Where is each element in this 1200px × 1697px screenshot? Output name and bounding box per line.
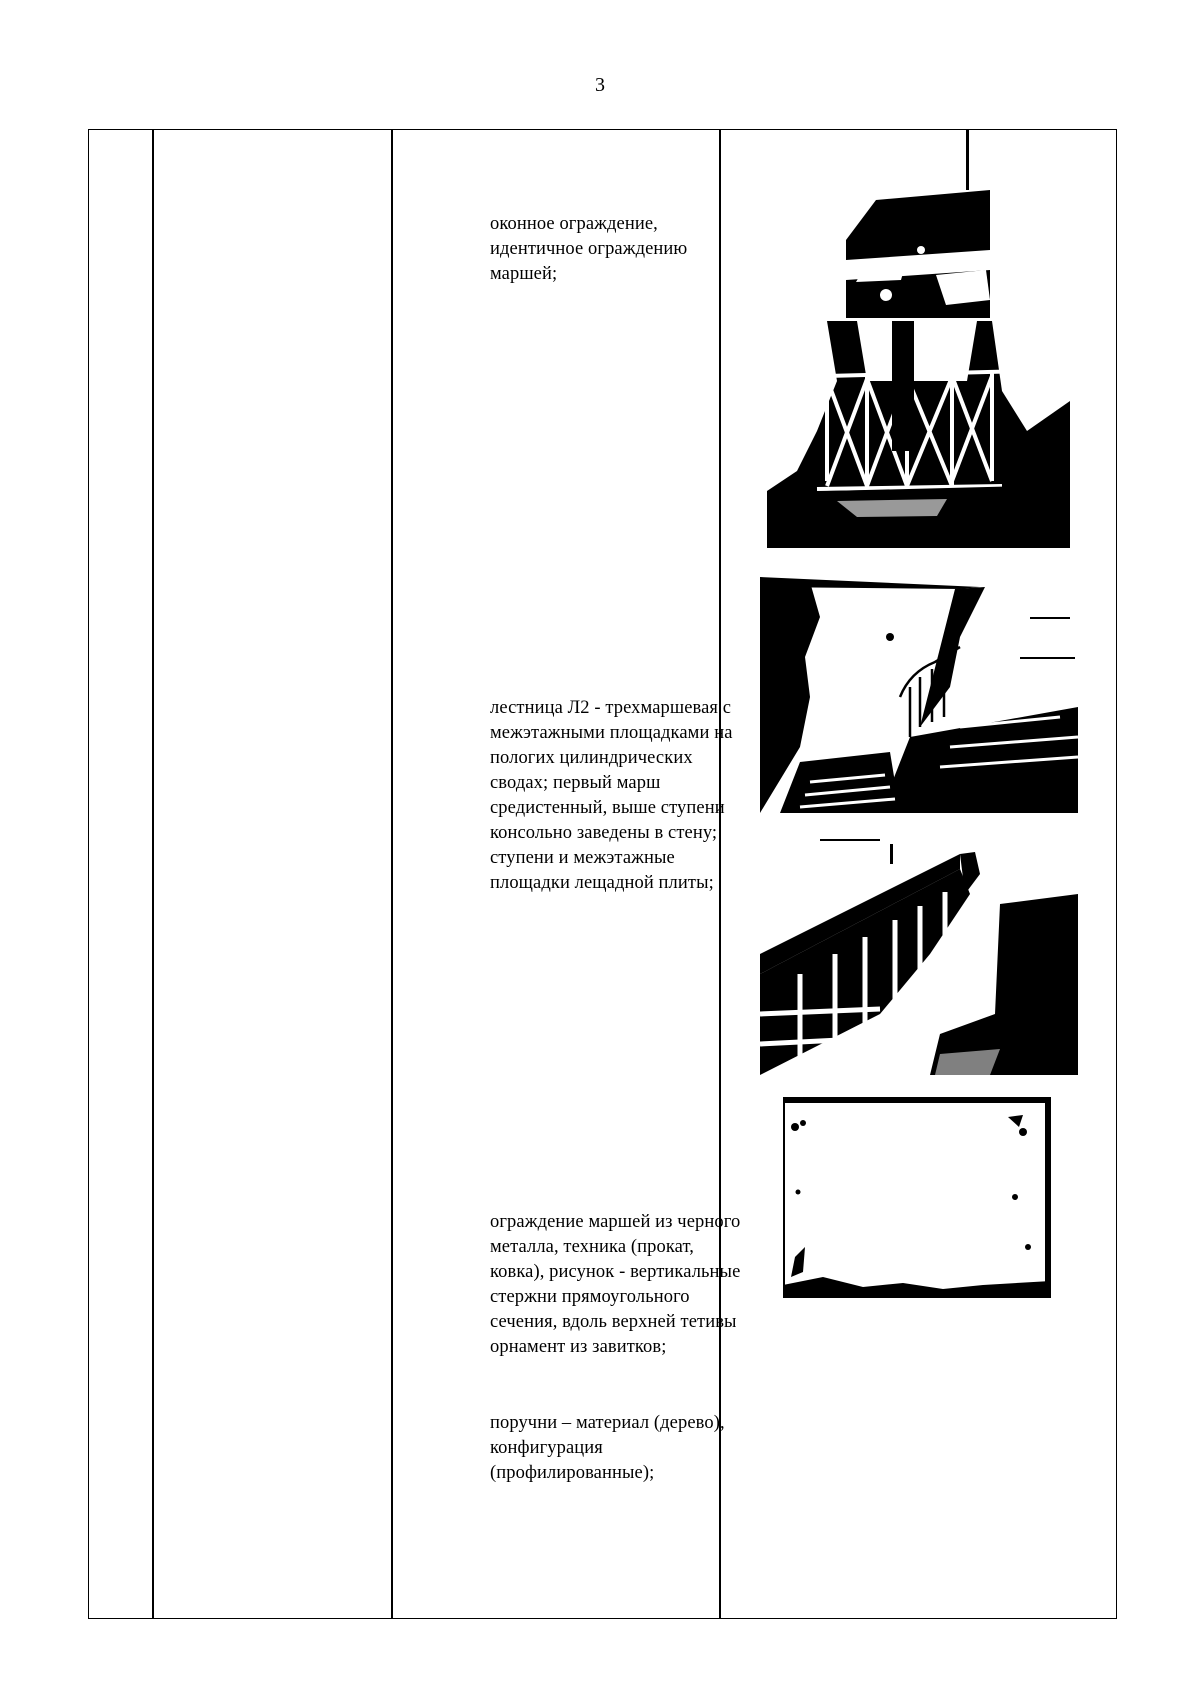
text-line: (профилированные);	[490, 1463, 655, 1483]
text-line: лестница Л2 - трехмаршевая с	[490, 698, 732, 718]
description-entry-stair-railing	[490, 1210, 796, 1360]
staircase-l2-photo	[760, 577, 1078, 813]
text-line: орнамент из завитков;	[490, 1337, 667, 1357]
text-line: поручни – материал (дерево),	[490, 1413, 725, 1433]
text-line: ступени и межэтажные	[490, 848, 675, 868]
text-line: идентичное ограждению	[490, 239, 688, 259]
text-line: ковка), рисунок - вертикальные	[490, 1262, 741, 1282]
text-line: ограждение маршей из черного	[490, 1212, 741, 1232]
handrail-profile-photo	[783, 1097, 1051, 1298]
description-entry-window-railing	[490, 212, 796, 287]
text-line: стержни прямоугольного	[490, 1287, 690, 1307]
text-line: оконное ограждение,	[490, 214, 658, 234]
text-line: консольно заведены в стену;	[490, 823, 718, 843]
text-line: межэтажными площадками на	[490, 723, 733, 743]
window-railing-photo	[846, 130, 990, 318]
page-number: 3	[595, 74, 605, 96]
text-line: сечения, вдоль верхней тетивы	[490, 1312, 737, 1332]
column-divider	[391, 130, 393, 1618]
column-divider	[152, 130, 154, 1618]
window-railing-closeup-photo	[767, 321, 1070, 548]
description-entry-staircase-l2	[490, 696, 796, 896]
stair-railing-photo	[760, 834, 1078, 1075]
text-line: площадки лещадной плиты;	[490, 873, 714, 893]
description-entry-handrails	[490, 1411, 796, 1486]
text-line: маршей;	[490, 264, 558, 284]
text-line: пологих цилиндрических	[490, 748, 693, 768]
text-line: сводах; первый марш	[490, 773, 661, 793]
text-line: конфигурация	[490, 1438, 603, 1458]
text-line: металла, техника (прокат,	[490, 1237, 694, 1257]
text-line: средистенный, выше ступени	[490, 798, 725, 818]
